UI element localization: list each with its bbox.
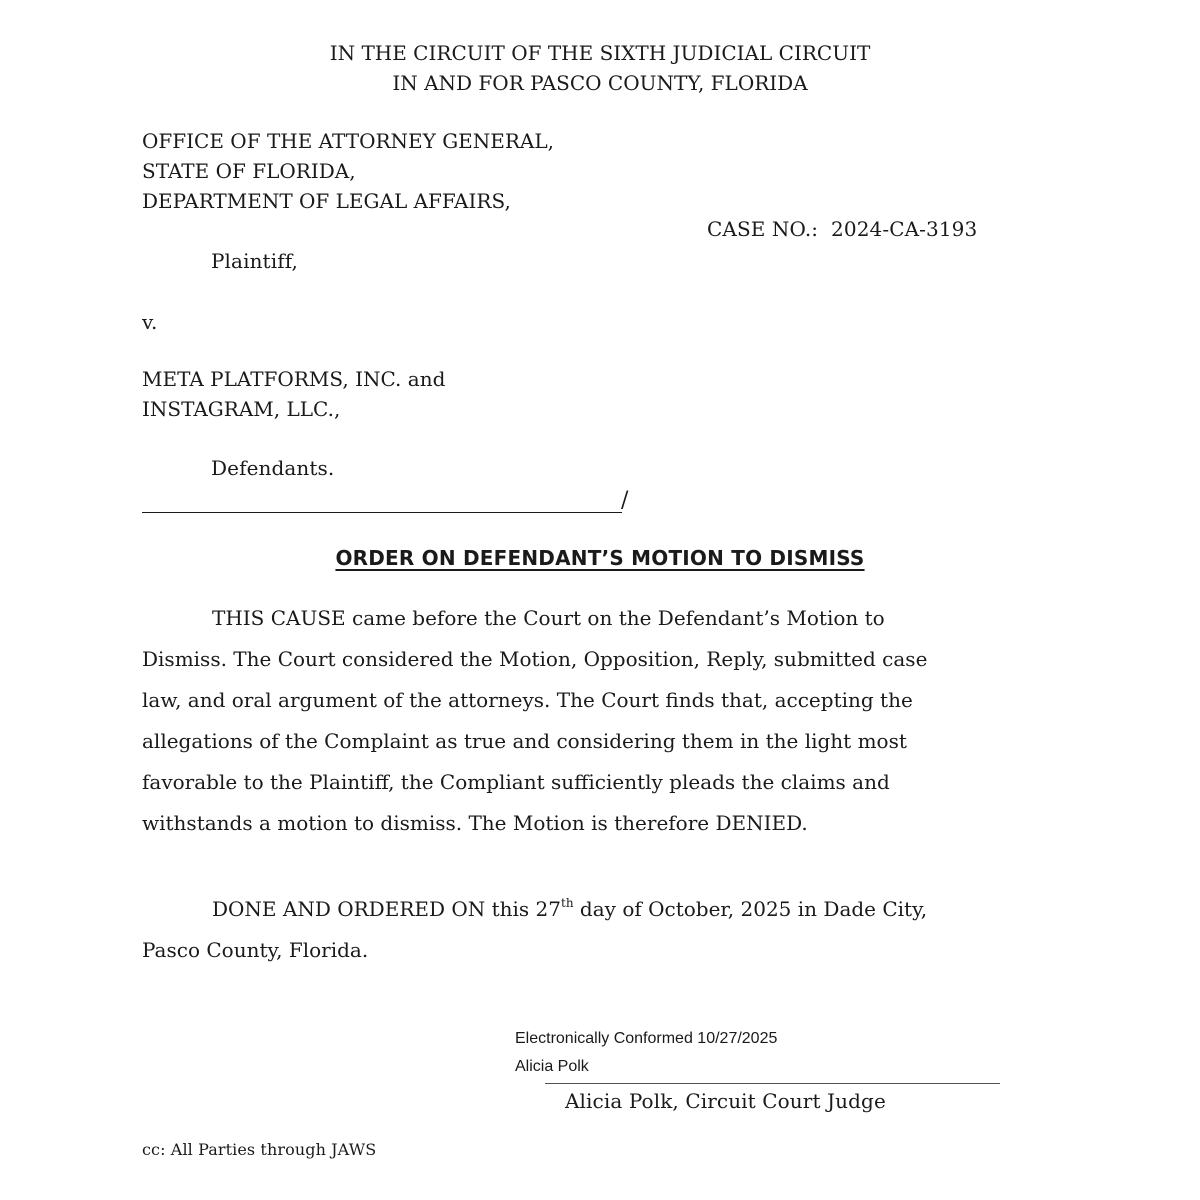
- electronic-signature-stamp: [515, 1025, 777, 1081]
- plaintiff-role: Plaintiff,: [211, 249, 298, 273]
- versus-label: v.: [142, 310, 158, 334]
- body-line: withstands a motion to dismiss. The Motion is therefore DENIED.: [142, 811, 808, 835]
- order-body-paragraph: [142, 598, 1062, 844]
- plaintiff-name-line: OFFICE OF THE ATTORNEY GENERAL,: [142, 129, 555, 153]
- defendant-name-line: META PLATFORMS, INC. and: [142, 367, 446, 391]
- case-number: [707, 217, 977, 241]
- cc-line: cc: All Parties through JAWS: [142, 1140, 377, 1159]
- body-line: favorable to the Plaintiff, the Compliant sufficiently pleads the claims and: [142, 770, 890, 794]
- signature-stamp-line-2: Alicia Polk: [515, 1058, 589, 1075]
- judge-printed-name: Alicia Polk, Circuit Court Judge: [565, 1089, 886, 1113]
- court-header: [0, 38, 1200, 98]
- plaintiff-name-line: STATE OF FLORIDA,: [142, 159, 356, 183]
- body-line: Dismiss. The Court considered the Motion, Opposition, Reply, submitted case: [142, 647, 928, 671]
- defendant-name-line: INSTAGRAM, LLC.,: [142, 397, 341, 421]
- done-prefix: DONE AND ORDERED ON this 27: [212, 897, 562, 921]
- body-line: allegations of the Complaint as true and considering them in the light most: [142, 729, 907, 753]
- done-line-2: Pasco County, Florida.: [142, 938, 369, 962]
- court-header-line-2: IN AND FOR PASCO COUNTY, FLORIDA: [392, 71, 808, 95]
- plaintiff-block: [142, 126, 554, 216]
- body-line: law, and oral argument of the attorneys. The Court finds that, accepting the: [142, 688, 913, 712]
- court-header-line-1: IN THE CIRCUIT OF THE SIXTH JUDICIAL CIRCUIT: [329, 41, 871, 65]
- defendant-role: Defendants.: [211, 456, 335, 480]
- case-number-value: 2024-CA-3193: [831, 217, 978, 241]
- caption-rule: [142, 512, 622, 513]
- done-and-ordered-paragraph: [142, 889, 1062, 971]
- signature-stamp-line-1: Electronically Conformed 10/27/2025: [515, 1030, 778, 1047]
- signature-line: [545, 1083, 1000, 1084]
- case-number-label: CASE NO.:: [707, 217, 819, 241]
- done-ordinal: th: [561, 896, 574, 911]
- caption-slash: /: [621, 488, 629, 513]
- done-suffix: day of October, 2025 in Dade City,: [573, 897, 928, 921]
- body-line: THIS CAUSE came before the Court on the Defendant’s Motion to: [212, 606, 885, 630]
- defendant-block: [142, 364, 445, 424]
- done-line-1: [142, 889, 1062, 930]
- order-title: ORDER ON DEFENDANT’S MOTION TO DISMISS: [335, 546, 865, 570]
- plaintiff-name-line: DEPARTMENT OF LEGAL AFFAIRS,: [142, 189, 511, 213]
